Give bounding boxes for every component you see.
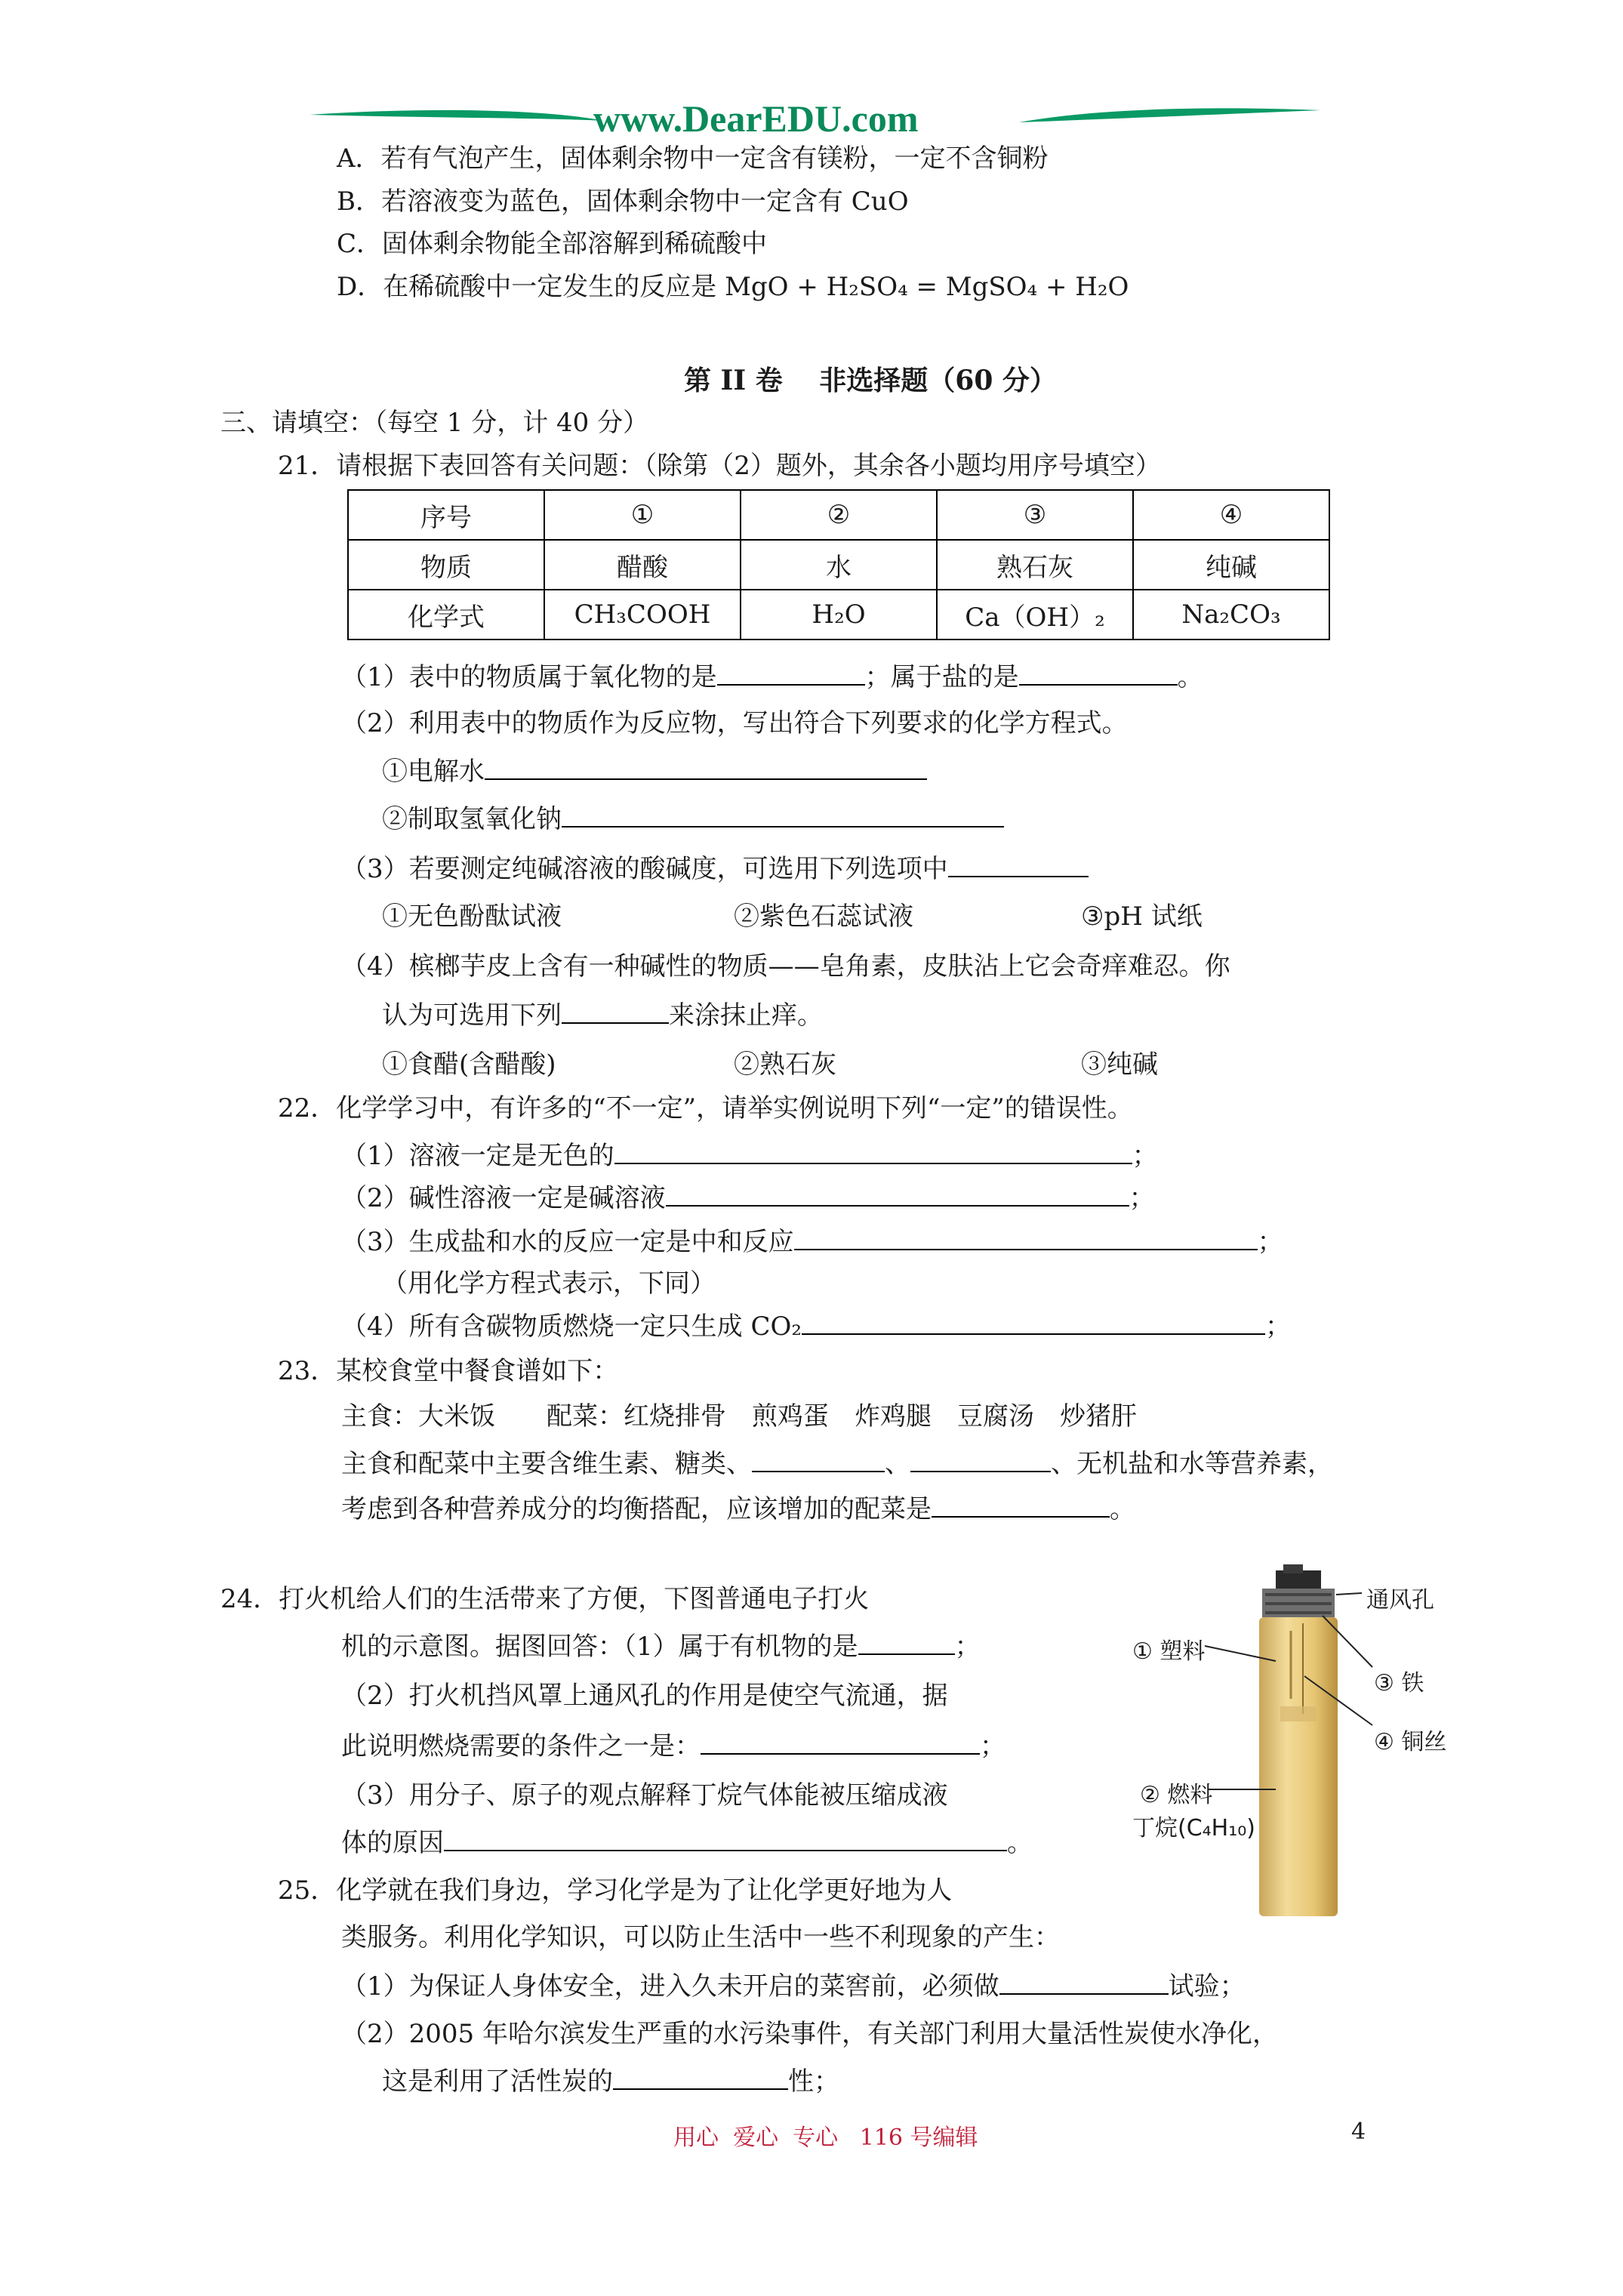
q21-part3-opt3: ③pH 试纸	[1081, 901, 1203, 932]
answer-blank[interactable]	[802, 1311, 1265, 1335]
answer-blank[interactable]	[444, 1827, 1007, 1851]
q21-part4a: （4）槟榔芋皮上含有一种碱性的物质——皂角素，皮肤沾上它会奇痒难忍。你	[341, 951, 1230, 982]
q22-part3	[341, 1226, 1283, 1257]
q22-part3-note: （用化学方程式表示，下同）	[382, 1268, 716, 1299]
answer-blank[interactable]	[1019, 661, 1178, 686]
q25-part1-text: （1）为保证人身体安全，进入久未开启的菜窖前，必须做	[341, 1971, 999, 2002]
q25-part2: （2）2005 年哈尔滨发生严重的水污染事件，有关部门利用大量活性炭使水净化，	[341, 2019, 1278, 2049]
semicolon: ；	[1257, 1227, 1283, 1257]
semicolon: ；	[1132, 1141, 1158, 1171]
chem-table	[347, 489, 1330, 640]
q25-part2b-text: 这是利用了活性炭的	[382, 2066, 613, 2097]
table-cell: 水	[741, 540, 937, 590]
q25-line2: 类服务。利用化学知识，可以防止生活中一些不利现象的产生：	[341, 1922, 1060, 1952]
q21-part2a-text: ①电解水	[382, 757, 485, 787]
table-cell: 纯碱	[1133, 540, 1329, 590]
q23-line4-text-a: 考虑到各种营养成分的均衡搭配，应该增加的配菜是	[341, 1494, 932, 1524]
answer-blank[interactable]	[613, 2066, 788, 2090]
q21-part3-text: （3）若要测定纯碱溶液的酸碱度，可选用下列选项中	[341, 854, 948, 884]
q21-part4-opt3: ③纯碱	[1081, 1049, 1158, 1080]
q21-part4c-text: 来涂抹止痒。	[669, 1000, 823, 1031]
section-title: 第 II 卷 非选择题（60 分）	[684, 365, 1057, 396]
answer-blank[interactable]	[701, 1730, 980, 1755]
answer-blank[interactable]	[910, 1448, 1051, 1472]
q23-stem: 23．某校食堂中餐食谱如下：	[278, 1356, 619, 1386]
table-row	[348, 490, 1329, 540]
q23-line3-text-b: 、	[885, 1449, 910, 1479]
footer-text: 用心 爱心 专心 116 号编辑	[673, 2125, 978, 2151]
q22-part4-text: （4）所有含碳物质燃烧一定只生成 CO₂	[341, 1311, 802, 1342]
label-iron: ③ 铁	[1374, 1670, 1424, 1697]
label-vent: 通风孔	[1366, 1587, 1434, 1613]
table-row	[348, 590, 1329, 639]
answer-blank[interactable]	[485, 756, 927, 780]
q21-part4-opt2: ②熟石灰	[734, 1049, 836, 1080]
q24-line6-text: 体的原因	[341, 1828, 444, 1858]
table-cell: ①	[544, 490, 741, 540]
part3-heading: 三、请填空：（每空 1 分，计 40 分）	[220, 408, 649, 438]
answer-blank[interactable]	[666, 1182, 1129, 1207]
q24-line4-text: 此说明燃烧需要的条件之一是：	[341, 1731, 701, 1761]
q21-part2: （2）利用表中的物质作为反应物，写出符合下列要求的化学方程式。	[341, 708, 1128, 738]
q22-part1-text: （1）溶液一定是无色的	[341, 1141, 614, 1171]
q21-part3-opt2: ②紫色石蕊试液	[734, 901, 913, 932]
table-cell: H₂O	[741, 590, 937, 639]
site-logo: www.DearEDU.com	[593, 97, 919, 140]
q25-line1: 25．化学就在我们身边，学习化学是为了让化学更好地为人	[278, 1875, 953, 1906]
q21-part1-text-b: ；属于盐的是	[864, 662, 1019, 692]
q23-line4-text-b: 。	[1110, 1494, 1135, 1524]
option-a: A．若有气泡产生，固体剩余物中一定含有镁粉，一定不含铜粉	[337, 143, 1049, 174]
table-cell: CH₃COOH	[544, 590, 741, 639]
option-c: C．固体剩余物能全部溶解到稀硫酸中	[337, 229, 768, 259]
lighter-figure	[1132, 1563, 1464, 1918]
answer-blank[interactable]	[562, 803, 1004, 827]
q24-line6	[341, 1827, 1033, 1858]
semicolon: ；	[980, 1731, 1006, 1761]
answer-blank[interactable]	[999, 1971, 1169, 1995]
answer-blank[interactable]	[858, 1631, 955, 1655]
q24-line2	[341, 1631, 981, 1662]
table-cell: ④	[1133, 490, 1329, 540]
q22-part4	[341, 1311, 1291, 1342]
q24-stem: 24．打火机给人们的生活带来了方便，下图普通电子打火	[220, 1584, 870, 1614]
option-b: B．若溶液变为蓝色，固体剩余物中一定含有 CuO	[337, 186, 909, 217]
q21-part4b	[382, 1000, 823, 1031]
q25-part2b	[382, 2066, 839, 2097]
table-cell: Na₂CO₃	[1133, 590, 1329, 639]
label-fuel: ② 燃料	[1140, 1782, 1213, 1808]
table-cell: 序号	[348, 490, 544, 540]
page-number: 4	[1351, 2119, 1366, 2145]
answer-blank[interactable]	[932, 1493, 1110, 1518]
q25-part1	[341, 1971, 1246, 2002]
q21-part4-opt1: ①食醋(含醋酸)	[382, 1049, 556, 1080]
q22-stem: 22．化学学习中，有许多的“不一定”，请举实例说明下列“一定”的错误性。	[278, 1093, 1133, 1123]
answer-blank[interactable]	[562, 1000, 669, 1024]
q25-part1-text-b: 试验；	[1168, 1971, 1246, 2002]
table-row	[348, 540, 1329, 590]
table-cell: 物质	[348, 540, 544, 590]
q23-line3-text-a: 主食和配菜中主要含维生素、糖类、	[341, 1449, 752, 1479]
label-butane: 丁烷(C₄H₁₀)	[1132, 1815, 1255, 1841]
period: 。	[1007, 1828, 1033, 1858]
q21-part3-opt1: ①无色酚酞试液	[382, 901, 562, 932]
q21-part2b-text: ②制取氢氧化钠	[382, 804, 562, 834]
semicolon: ；	[1264, 1311, 1291, 1342]
table-cell: Ca（OH）₂	[937, 590, 1133, 639]
answer-blank[interactable]	[948, 853, 1089, 877]
table-cell: 熟石灰	[937, 540, 1133, 590]
answer-blank[interactable]	[752, 1448, 885, 1472]
q24-line3: （2）打火机挡风罩上通风孔的作用是使空气流通，据	[341, 1681, 948, 1711]
answer-blank[interactable]	[717, 661, 865, 686]
option-d: D．在稀硫酸中一定发生的反应是 MgO + H₂SO₄ = MgSO₄ + H₂O	[337, 272, 1129, 302]
q22-part3-text: （3）生成盐和水的反应一定是中和反应	[341, 1227, 794, 1257]
q23-line4	[341, 1493, 1135, 1524]
q23-line3-text-c: 、无机盐和水等营养素，	[1051, 1449, 1333, 1479]
q21-part4b-text: 认为可选用下列	[382, 1000, 562, 1031]
semicolon: ；	[1129, 1183, 1155, 1213]
q23-line3	[341, 1448, 1333, 1479]
table-cell: 化学式	[348, 590, 544, 639]
q22-part2	[341, 1182, 1155, 1213]
q21-part2b	[382, 803, 1004, 834]
q21-part1-text-c: 。	[1177, 662, 1203, 692]
q22-part1	[341, 1140, 1158, 1171]
label-copper: ④ 铜丝	[1374, 1729, 1447, 1755]
answer-blank[interactable]	[794, 1226, 1258, 1250]
semicolon: ；	[954, 1632, 981, 1662]
q21-part1	[341, 661, 1203, 692]
q24-line2-text: 机的示意图。据图回答：（1）属于有机物的是	[341, 1632, 858, 1662]
q22-part2-text: （2）碱性溶液一定是碱溶液	[341, 1183, 666, 1213]
q25-part2c-text: 性；	[788, 2066, 839, 2097]
table-cell: 醋酸	[544, 540, 741, 590]
q24-line4	[341, 1730, 1006, 1761]
table-cell: ②	[741, 490, 937, 540]
q21-part1-text-a: （1）表中的物质属于氧化物的是	[341, 662, 717, 692]
q21-part2a	[382, 756, 927, 787]
q21-part3	[341, 853, 1089, 884]
answer-blank[interactable]	[614, 1140, 1132, 1164]
table-cell: ③	[937, 490, 1133, 540]
q23-menu: 主食：大米饭 配菜：红烧排骨 煎鸡蛋 炸鸡腿 豆腐汤 炒猪肝	[341, 1401, 1137, 1432]
q21-stem: 21．请根据下表回答有关问题：（除第（2）题外，其余各小题均用序号填空）	[278, 451, 1161, 481]
q24-line5: （3）用分子、原子的观点解释丁烷气体能被压缩成液	[341, 1780, 948, 1811]
label-plastic: ① 塑料	[1132, 1638, 1206, 1665]
